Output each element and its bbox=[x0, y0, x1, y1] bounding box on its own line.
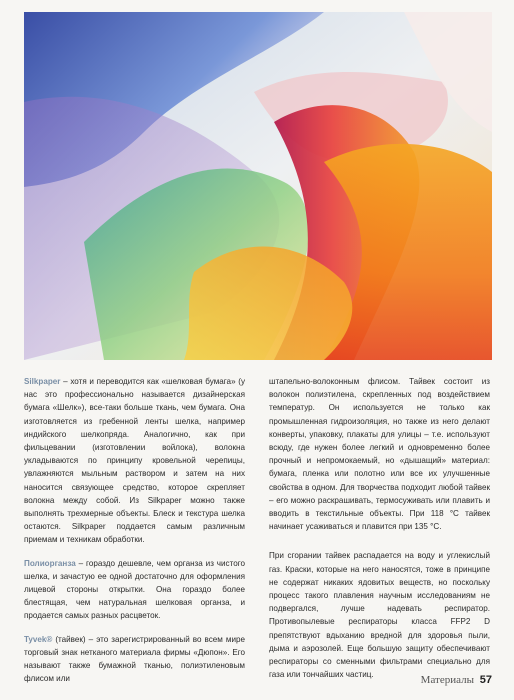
right-text-column bbox=[269, 375, 490, 691]
page-number: 57 bbox=[479, 674, 492, 686]
term-tyvek: Tyvek® bbox=[24, 634, 53, 644]
paragraph-tyvek-burning: При сгорании тайвек распадается на воду и углекислый газ. Краски, которые на него наносятся, тоже в принципе не содержат никаких ядовитых веществ, но поскольку процесс такого плавления научным исследованиям не подвергался, лучше надевать респиратор. Противопылевые респираторы класса FFP2 D препятствуют вдыханию вредной для здоровья пыли, дыма и аэрозолей. Еще большую защиту обеспечивают респираторы со сменными фильтрами специально для газа или тончайших частиц. bbox=[269, 551, 490, 680]
silk-photo-illustration bbox=[24, 12, 492, 360]
silk-fabric-photo bbox=[24, 12, 492, 360]
paragraph-text: – гораздо дешевле, чем органза из чистого шелка, и зачастую ее одной достаточно для оформления лицевой стороны открытки. Она гораздо более блестящая, чем натуральная шелковая органза, и продается самых разных расцветок. bbox=[24, 558, 245, 621]
paragraph-tyvek bbox=[24, 633, 245, 686]
paragraph-polyorganza bbox=[24, 557, 245, 623]
term-polyorganza: Полиорганза bbox=[24, 558, 76, 568]
paragraph-tyvek-continued: штапельно-волоконным флисом. Тайвек состоит из волокон полиэтилена, скрепленных под воздействием температур. Он используется не только как промышленная гидроизоляция, но также из него делают конверты, упаковку, плакаты для улицы – т.е. используют всюду, где нужен более легкий и одновременно более прочный и непромокаемый, но «дышащий» материал: бумага, пленка или полотно или все их улучшенные свойства в одном. Для творчества подходит любой тайвек – его можно раскрашивать, термосуживать или плавить и вводить в текстильные объекты. При 118 °C тайвек начинает усаживаться и плавится при 135 °C. bbox=[269, 377, 490, 532]
footer-section-title: Материалы bbox=[420, 674, 474, 686]
left-text-column bbox=[24, 375, 245, 695]
term-silkpaper: Silkpaper bbox=[24, 377, 61, 386]
paragraph-text: – хотя и переводится как «шелковая бумага» (у нас это профессионально называется дизайнерская бумага «Шелк»), все-таки больше ткань, чем бумага. Она изготовляется из гребенной ленты шелка, например индийского шелкопряда. Аналогично, как при фильцевании (изготовлении войлока), волокна укладываются по принципу кровельной черепицы, увлажняются мыльным раствором и затем на них наносится связующее средство, которое скрепляет волокна между собой. Из Silkpaper можно также выполнять трехмерные объекты. Блеск и текстура шелка остаются. Silkpaper поддается самым различным приемам и техникам обработки. bbox=[24, 377, 245, 545]
paragraph-silkpaper bbox=[24, 375, 245, 547]
paragraph-text: (тайвек) – это зарегистрированный во всем мире торговый знак нетканого материала фирмы «Дюпон». Его называют также бумажной тканью, полиэтиленовым флисом или bbox=[24, 634, 245, 684]
